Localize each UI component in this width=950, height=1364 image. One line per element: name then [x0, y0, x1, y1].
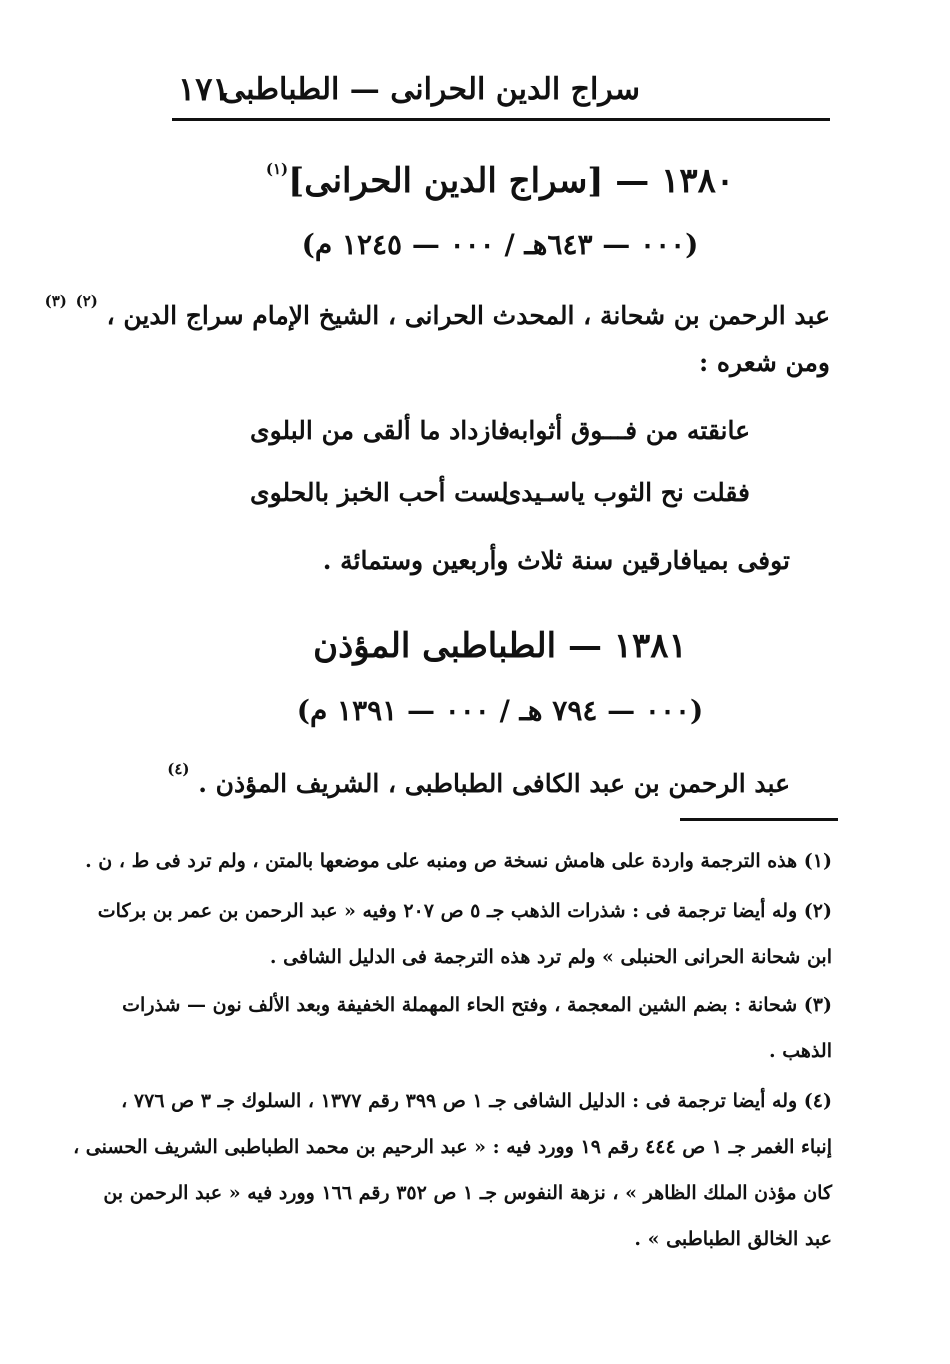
footnote-3-continuation: الذهب . — [769, 1040, 832, 1062]
footnote-4-continuation: إنباء الغمر جـ ١ ص ٤٤٤ رقم ١٩ وورد فيه : « عبد الرحيم بن محمد الطباطبى الشريف الحسنى ، — [73, 1136, 832, 1158]
entry-dates-1381: (٠٠٠ — ٧٩٤ هـ / ٠٠٠ — ١٣٩١ م) — [296, 694, 704, 727]
running-title: سراج الدين الحرانى — الطباطبى — [221, 72, 640, 107]
death-note: توفى بميافارقين سنة ثلاث وأربعين وستمائة . — [322, 546, 790, 575]
footnote-rule — [680, 818, 838, 821]
footnote-ref: (٣) — [44, 292, 67, 310]
running-header — [170, 66, 830, 116]
entry-heading-1381: ١٣٨١ — الطباطبى المؤذن — [313, 626, 687, 666]
entry-heading-text: ١٣٨٠ — [سراج الدين الحرانى] — [288, 161, 735, 201]
verse-line — [250, 478, 750, 518]
footnote-1: (١) هذه الترجمة واردة على هامش نسخة ص ومنبه على موضعها بالمتن ، ولم ترد فى ط ، ن . — [85, 850, 832, 872]
footnote-2: (٢) وله أيضا ترجمة فى : شذرات الذهب جـ ٥ ص ٢٠٧ وفيه « عبد الرحمن بن عمر بن بركات — [97, 900, 832, 922]
entry-name-line-1381 — [150, 760, 790, 798]
verse-first-hemistich: عانقته من فـــوق أثوابه — [508, 416, 750, 445]
verse-second-hemistich: لست أحب الخبز بالحلوى — [250, 478, 509, 507]
verse-first-hemistich: فقلت نح الثوب ياسـيدى — [501, 478, 750, 507]
poem-intro: ومن شعره : — [698, 348, 830, 377]
name-line-text: عبد الرحمن بن شحانة ، المحدث الحرانى ، الشيخ الإمام سراج الدين ، — [106, 301, 830, 330]
footnote-ref: (٤) — [167, 760, 190, 778]
footnote-3: (٣) شحانة : بضم الشين المعجمة ، وفتح الحاء المهملة الخفيفة وبعد الألف نون — شذرات — [122, 994, 832, 1016]
entry-heading-1380 — [160, 160, 840, 201]
footnote-4: (٤) وله أيضا ترجمة فى : الدليل الشافى جـ ١ ص ٣٩٩ رقم ١٣٧٧ ، السلوك جـ ٣ ص ٧٧٦ ، — [121, 1090, 832, 1112]
header-rule — [172, 118, 830, 121]
footnote-ref: (٢) — [75, 292, 98, 310]
verse-line — [250, 416, 750, 456]
footnote-2-continuation: ابن شحانة الحرانى الحنبلى » ولم ترد هذه الترجمة فى الدليل الشافى . — [269, 946, 832, 968]
entry-dates-1380: (٠٠٠ — ٦٤٣هـ / ٠٠٠ — ١٢٤٥ م) — [301, 228, 699, 261]
footnote-4-continuation: عبد الخالق الطباطبى » . — [634, 1228, 832, 1250]
name-line-text: عبد الرحمن بن عبد الكافى الطباطبى ، الشريف المؤذن . — [198, 769, 790, 798]
page-number: ١٧١ — [178, 70, 230, 108]
footnote-4-continuation: كان مؤذن الملك الظاهر » ، نزهة النفوس جـ ١ ص ٣٥٢ رقم ١٦٦ وورد فيه « عبد الرحمن بن — [103, 1182, 832, 1204]
entry-name-line-1380 — [44, 292, 830, 330]
verse-second-hemistich: فازداد ما ألقى من البلوى — [250, 416, 511, 445]
footnote-ref: (١) — [265, 160, 289, 178]
